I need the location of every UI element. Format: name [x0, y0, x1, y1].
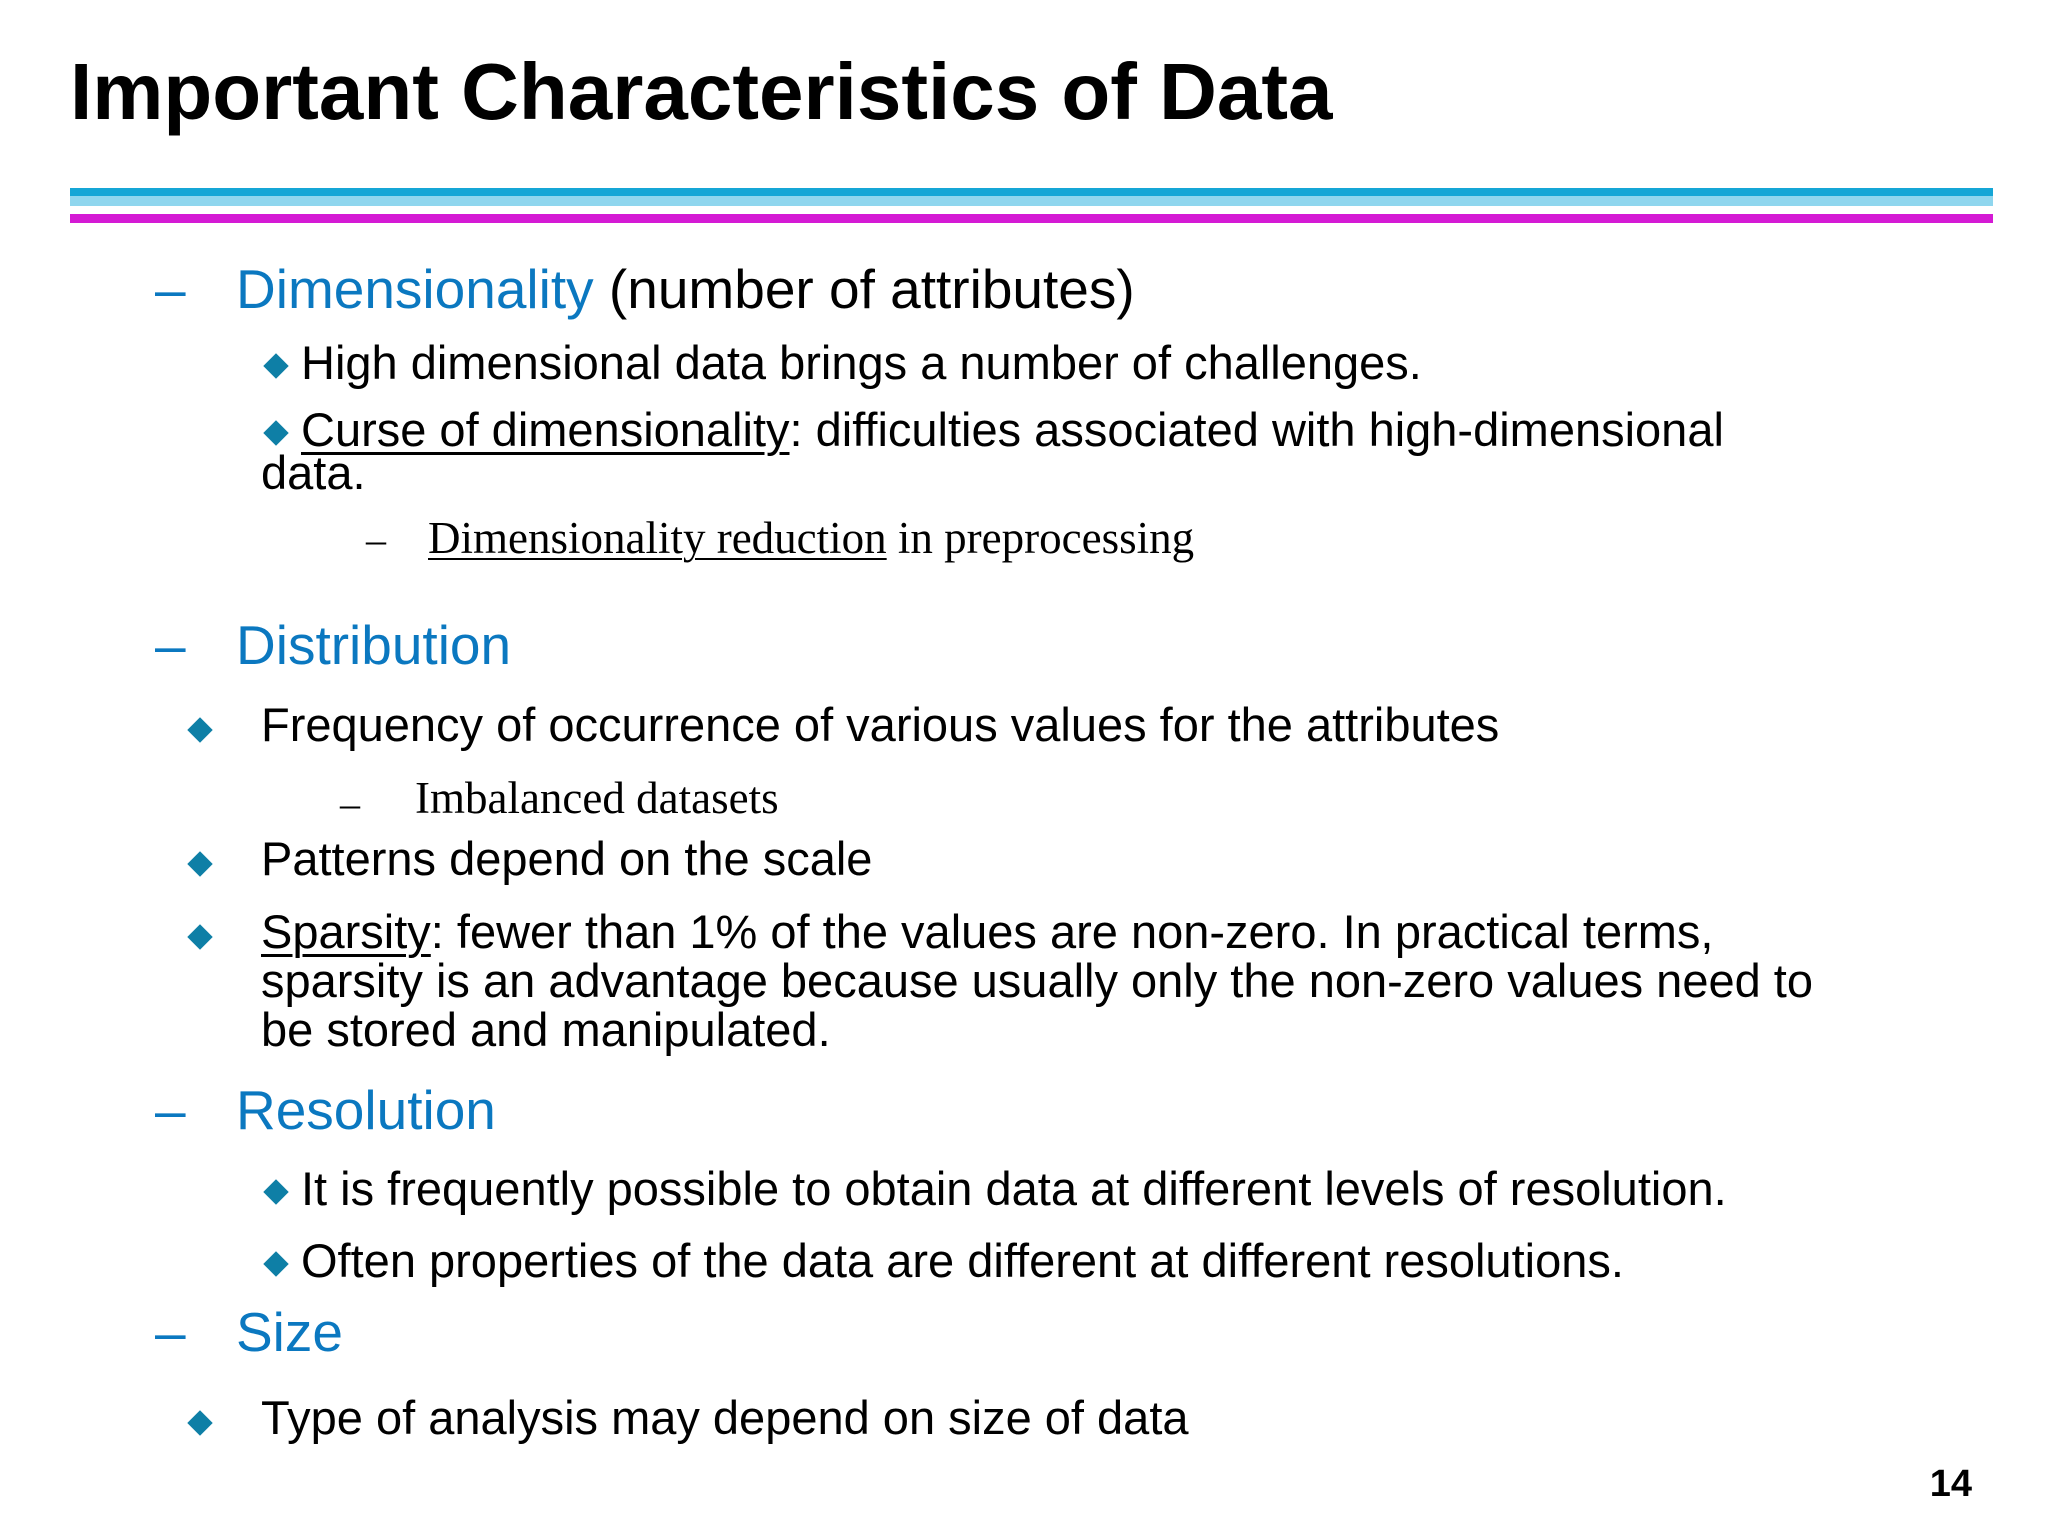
dimensionality-dash: –	[155, 258, 186, 320]
dimensionality-bullet-2	[267, 405, 1724, 454]
resolution-heading: Resolution	[236, 1079, 496, 1141]
resolution-bullet-1-text: It is frequently possible to obtain data at different levels of resolution.	[301, 1162, 1727, 1215]
dimensionality-sub-text: in preprocessing	[886, 513, 1195, 563]
title-rule-magenta	[70, 214, 1993, 223]
size-heading: Size	[236, 1301, 343, 1363]
dimensionality-bullet-1	[267, 338, 1422, 387]
diamond-bullet-icon	[263, 1179, 288, 1204]
distribution-bullet-1: Frequency of occurrence of various values for the attributes	[261, 698, 1500, 751]
resolution-bullet-2-text: Often properties of the data are different at different resolutions.	[301, 1234, 1624, 1287]
dimensionality-bullet-1-text: High dimensional data brings a number of challenges.	[301, 336, 1422, 389]
dimensionality-reduction-term: Dimensionality reduction	[428, 513, 887, 563]
curse-of-dimensionality-term: Curse of dimensionality	[301, 403, 790, 456]
diamond-bullet-icon	[187, 851, 212, 876]
dimensionality-sub-item	[428, 513, 1195, 563]
dimensionality-heading-term: Dimensionality	[236, 258, 594, 320]
resolution-bullet-2	[267, 1236, 1624, 1285]
distribution-bullet-3	[261, 907, 1713, 956]
sparsity-term: Sparsity	[261, 905, 431, 958]
title-rule-cyan	[70, 188, 1993, 206]
distribution-heading: Distribution	[236, 614, 512, 676]
dimensionality-sub-dash: –	[366, 517, 386, 562]
distribution-sub-item: Imbalanced datasets	[415, 773, 779, 823]
slide-title: Important Characteristics of Data	[70, 47, 1333, 136]
diamond-bullet-icon	[187, 717, 212, 742]
page-number: 14	[1929, 1463, 1972, 1505]
distribution-bullet-3-line-3: be stored and manipulated.	[261, 1003, 831, 1056]
distribution-bullet-3-line-1: : fewer than 1% of the values are non-zero. In practical terms,	[430, 905, 1714, 958]
distribution-bullet-2: Patterns depend on the scale	[261, 832, 873, 885]
diamond-bullet-icon	[187, 924, 212, 949]
diamond-bullet-icon	[187, 1410, 212, 1435]
resolution-bullet-1	[267, 1164, 1727, 1213]
diamond-bullet-icon	[263, 420, 288, 445]
diamond-bullet-icon	[263, 353, 288, 378]
dimensionality-bullet-2-continuation: data.	[261, 446, 366, 499]
size-bullet-1: Type of analysis may depend on size of data	[261, 1391, 1189, 1444]
distribution-bullet-3-line-2: sparsity is an advantage because usually only the non-zero values need to	[261, 954, 1813, 1007]
dimensionality-heading	[236, 258, 1135, 320]
dimensionality-bullet-2-text: : difficulties associated with high-dimensional	[789, 403, 1724, 456]
distribution-sub-dash: –	[340, 781, 360, 826]
diamond-bullet-icon	[263, 1251, 288, 1276]
resolution-dash: –	[155, 1079, 186, 1141]
distribution-dash: –	[155, 614, 186, 676]
dimensionality-heading-suffix: (number of attributes)	[593, 258, 1135, 320]
size-dash: –	[155, 1301, 186, 1363]
